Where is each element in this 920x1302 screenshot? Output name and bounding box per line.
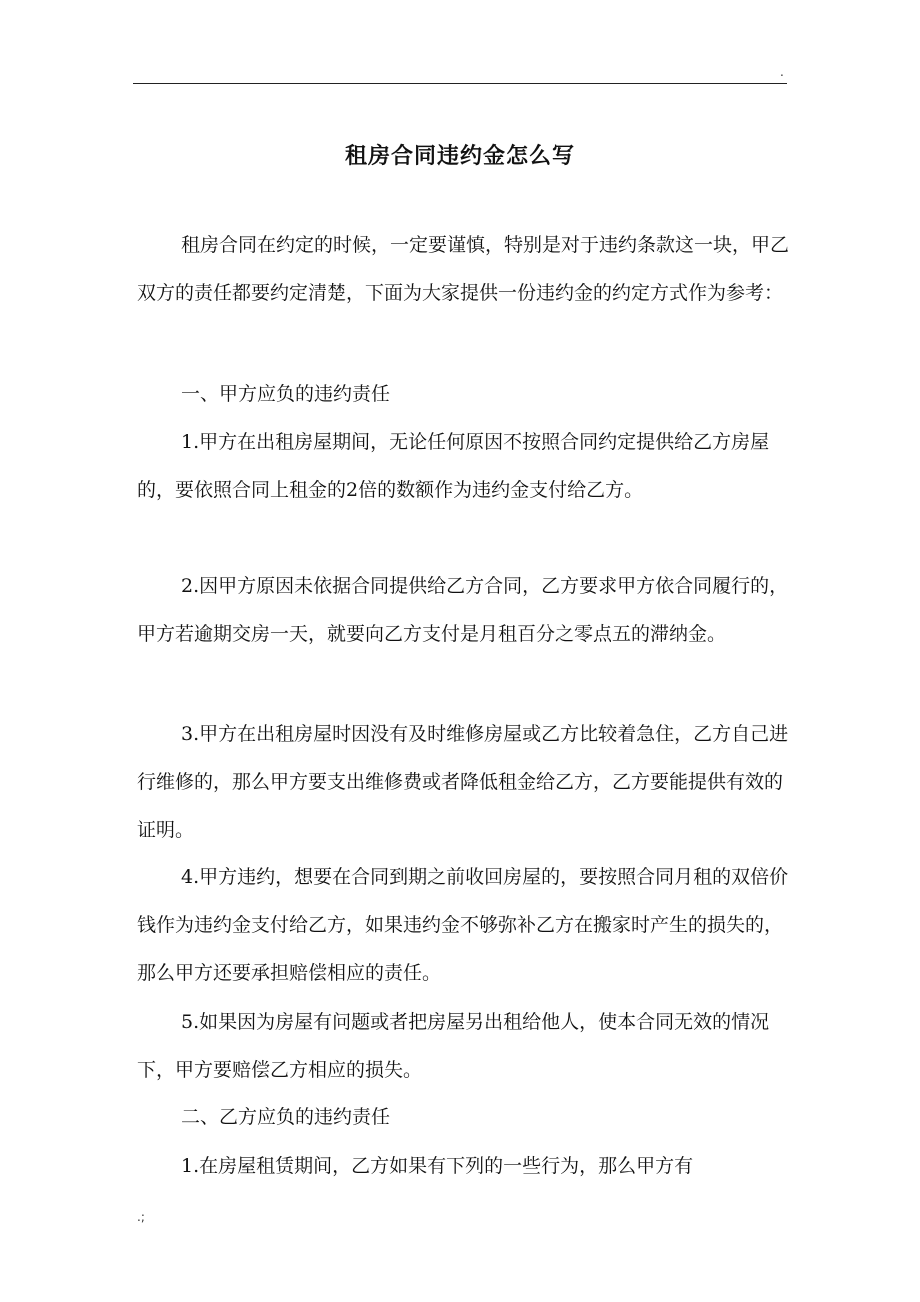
intro-paragraph: 租房合同在约定的时候，一定要谨慎，特别是对于违约条款这一块，甲乙双方的责任都要约定清楚，下面为大家提供一份违约金的约定方式作为参考： <box>137 234 790 304</box>
header-dot: . <box>780 65 784 79</box>
section-heading-party-a: 一、甲方应负的违约责任 <box>181 383 391 405</box>
header-rule <box>133 83 787 84</box>
clause-b-1: 1.在房屋租赁期间，乙方如果有下列的一些行为，那么甲方有 <box>181 1155 694 1177</box>
clause-a-5: 5.如果因为房屋有问题或者把房屋另出租给他人，使本合同无效的情况下，甲方要赔偿乙方相应的损失。 <box>137 1011 770 1081</box>
clause-a-4: 4.甲方违约，想要在合同到期之前收回房屋的，要按照合同月租的双倍价钱作为违约金支付给乙方，如果违约金不够弥补乙方在搬家时产生的损失的，那么甲方还要承担赔偿相应的责任。 <box>137 866 789 984</box>
clause-a-1: 1.甲方在出租房屋期间，无论任何原因不按照合同约定提供给乙方房屋的，要依照合同上租金的2倍的数额作为违约金支付给乙方。 <box>137 431 770 501</box>
clause-a-3: 3.甲方在出租房屋时因没有及时维修房屋或乙方比较着急住，乙方自己进行维修的，那么甲方要支出维修费或者降低租金给乙方，乙方要能提供有效的证明。 <box>137 723 789 841</box>
clause-a-2: 2.因甲方原因未依据合同提供给乙方合同，乙方要求甲方依合同履行的，甲方若逾期交房一天，就要向乙方支付是月租百分之零点五的滞纳金。 <box>137 575 789 645</box>
footer-mark: .; <box>137 1210 145 1224</box>
document-title: 租房合同违约金怎么写 <box>344 143 575 169</box>
section-heading-party-b: 二、乙方应负的违约责任 <box>181 1106 391 1128</box>
